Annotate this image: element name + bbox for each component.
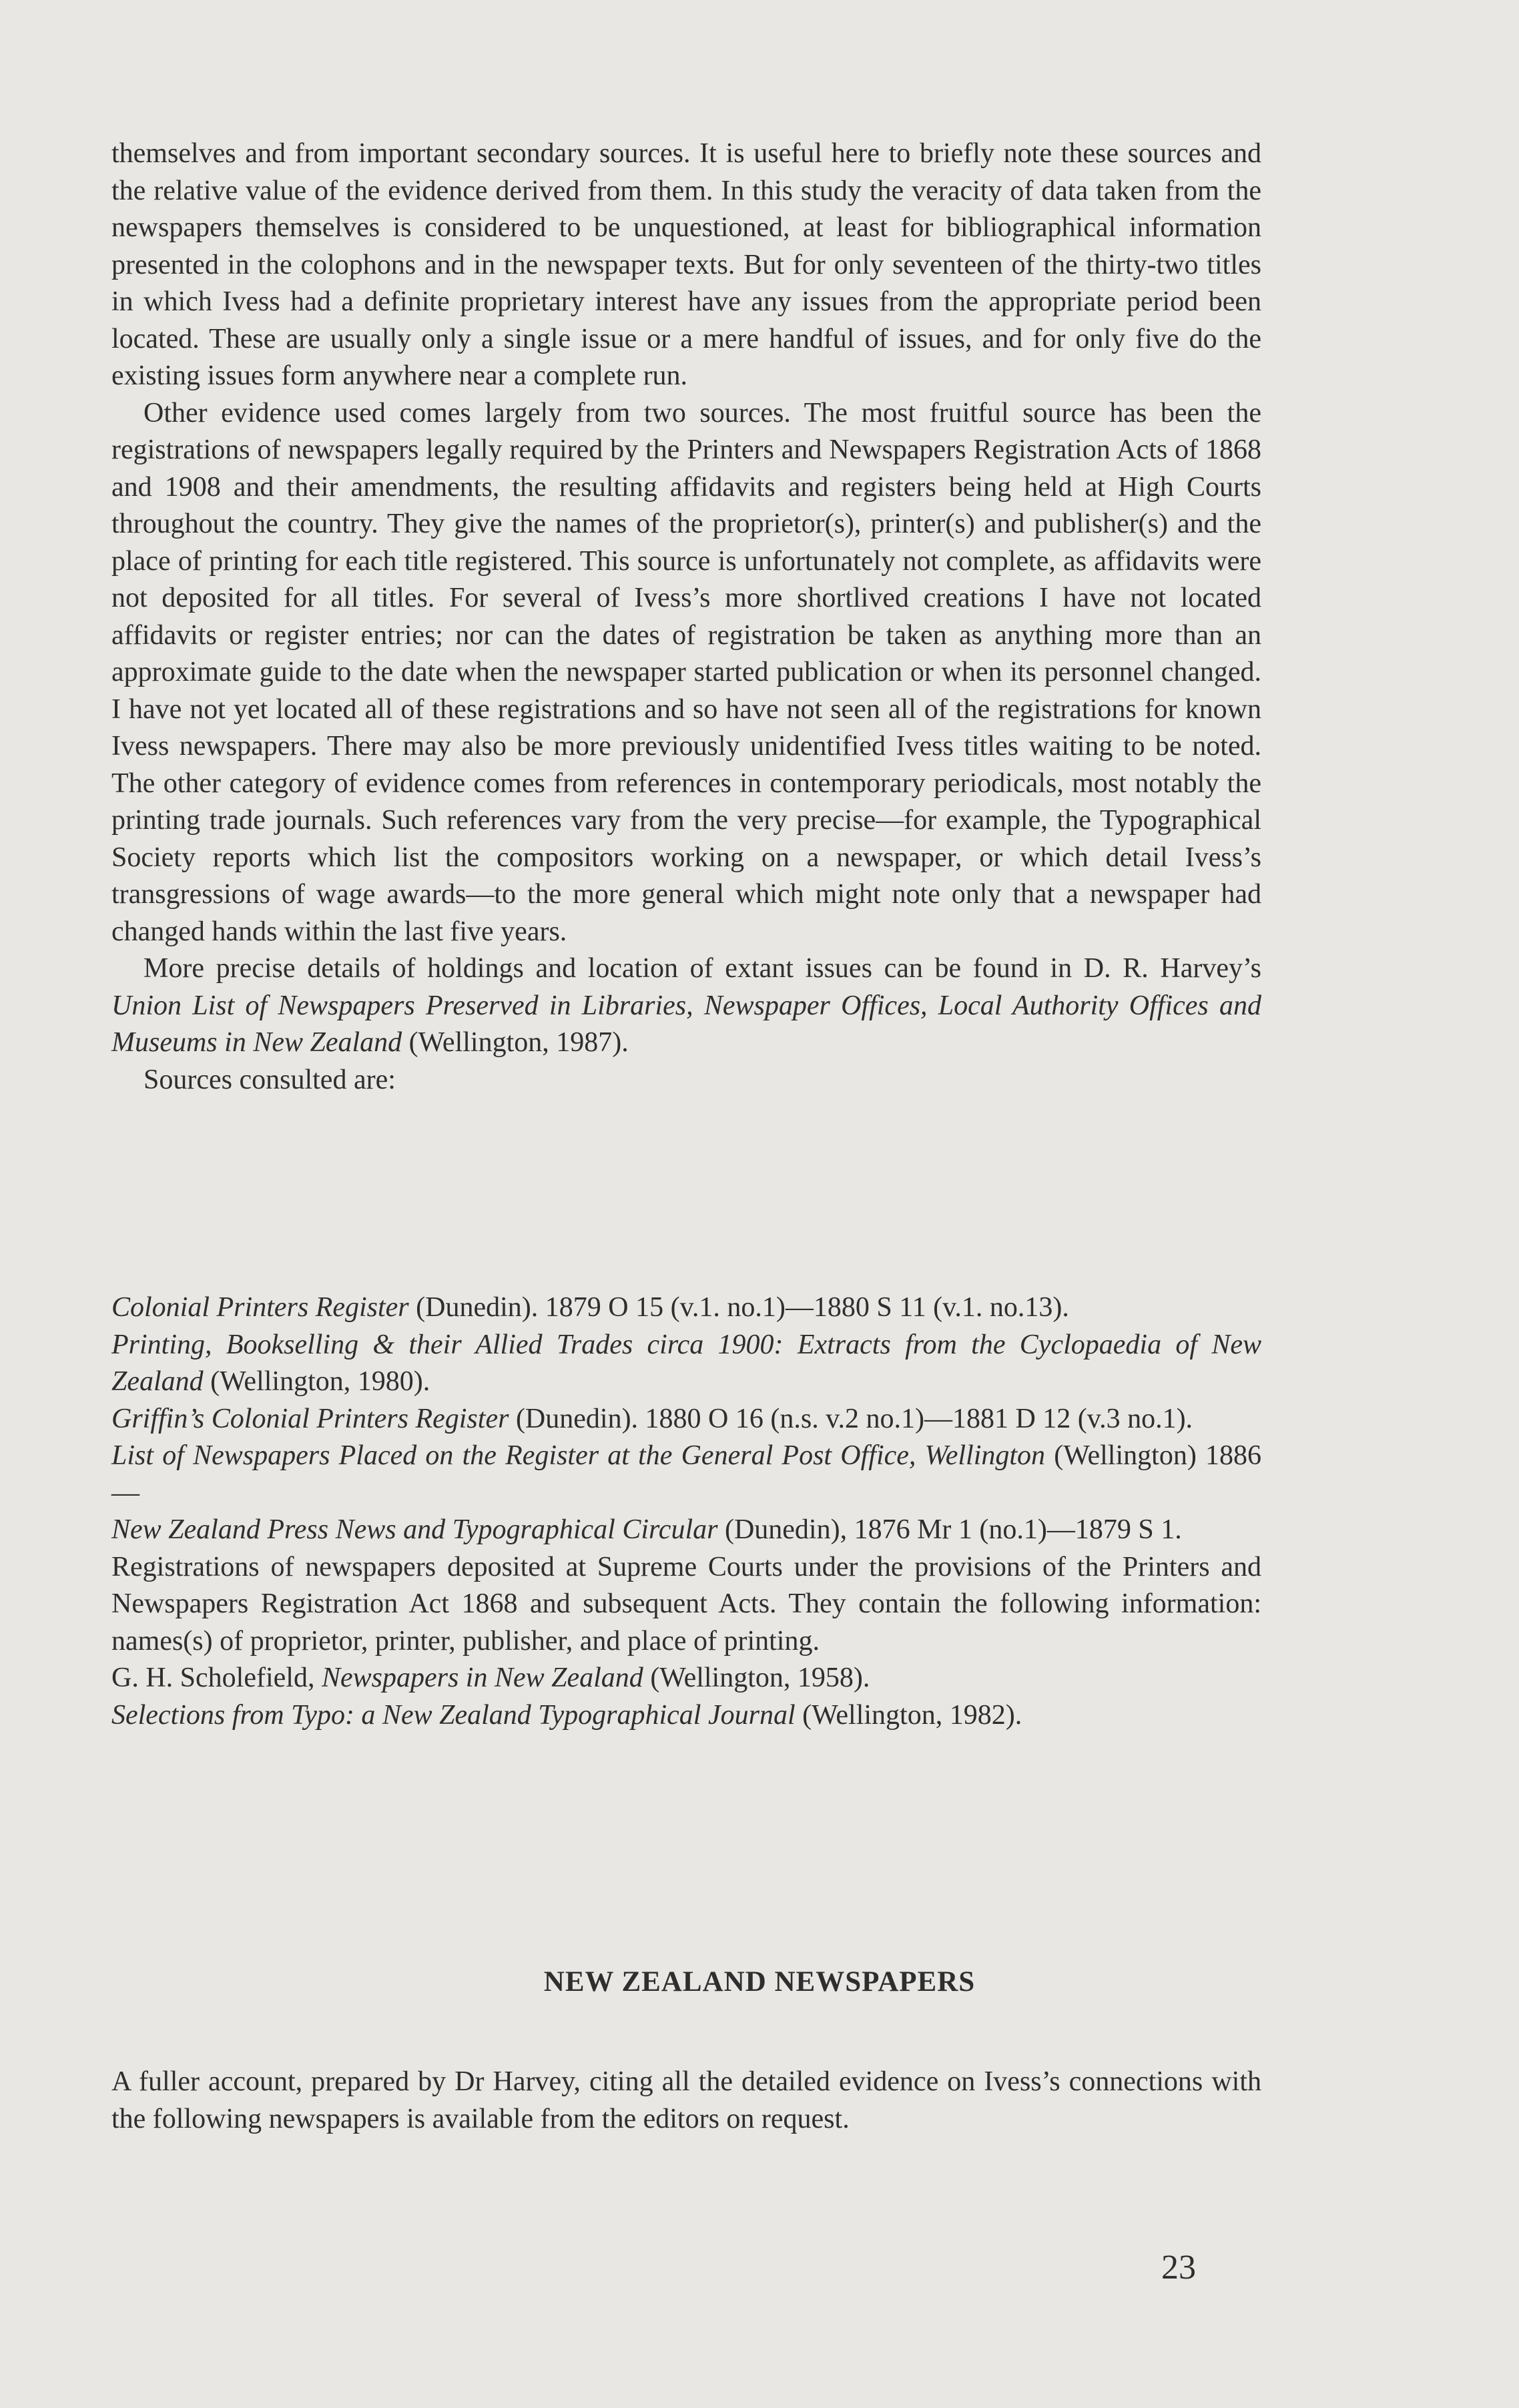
sources-list	[111, 1289, 1261, 1734]
source-title: New Zealand Press News and Typographical Circular	[111, 1514, 718, 1545]
union-list-title: Union List of Newspapers Preserved in Libraries, Newspaper Offices, Local Authority Offices and Museums in New Zealand	[111, 990, 1261, 1058]
source-item	[111, 1289, 1261, 1327]
source-title: Selections from Typo: a New Zealand Typographical Journal	[111, 1699, 796, 1731]
section-heading: NEW ZEALAND NEWSPAPERS	[543, 1966, 976, 1998]
paragraph-1: themselves and from important secondary sources. It is useful here to briefly note these sources and the relative value of the evidence derived from them. In this study the veracity of data taken from the newspapers themselves is considered to be unquestioned, at least for bibliographical information presented in the colophons and in the newspaper texts. But for only seventeen of the thirty-two titles in which Ivess had a definite proprietary interest have any issues from the appropriate period been located. These are usually only a single issue or a mere handful of issues, and for only five do the existing issues form anywhere near a complete run.	[111, 138, 1261, 391]
source-title: Printing, Bookselling & their Allied Trades circa 1900: Extracts from the Cyclopaedia of New Zealand	[111, 1329, 1261, 1397]
source-details: (Wellington, 1980).	[203, 1366, 430, 1397]
final-section	[111, 2064, 1261, 2138]
source-title: Griffin’s Colonial Printers Register	[111, 1403, 509, 1434]
source-item	[111, 1660, 1261, 1697]
paragraph-2: Other evidence used comes largely from two sources. The most fruitful source has been the registrations of newspapers legally required by the Printers and Newspapers Registration Acts of 1868 and 1908 and their amendments, the resulting affidavits and registers being held at High Courts throughout the country. They give the names of the proprietor(s), printer(s) and publisher(s) and the place of printing for each title registered. This source is unfortunately not complete, as affidavits were not deposited for all titles. For several of Ivess’s more shortlived creations I have not located affidavits or register entries; nor can the dates of registration be taken as anything more than an approximate guide to the date when the newspaper started publication or when its personnel changed. I have not yet located all of these registrations and so have not seen all of the registrations for known Ivess newspapers. There may also be more previously unidentified Ivess titles waiting to be noted. The other category of evidence comes from references in contemporary periodicals, most notably the printing trade journals. Such references vary from the very precise—for example, the Typographical Society reports which list the compositors working on a newspaper, or which detail Ivess’s transgressions of wage awards—to the more general which might note only that a newspaper had changed hands within the last five years.	[111, 397, 1261, 947]
source-details: (Dunedin). 1879 O 15 (v.1. no.1)—1880 S 11 (v.1. no.13).	[408, 1292, 1069, 1323]
source-title: List of Newspapers Placed on the Register at the General Post Office, Wellington	[111, 1440, 1046, 1471]
source-item	[111, 1697, 1261, 1735]
source-title: Newspapers in New Zealand	[321, 1663, 643, 1693]
source-author: G. H. Scholefield,	[111, 1663, 322, 1693]
source-details: (Wellington, 1982).	[795, 1699, 1022, 1731]
final-paragraph: A fuller account, prepared by Dr Harvey, citing all the detailed evidence on Ivess’s connections with the following newspapers is available from the editors on request.	[111, 2066, 1261, 2134]
paragraph-3	[111, 950, 1261, 1062]
source-title: Colonial Printers Register	[111, 1292, 409, 1323]
source-item	[111, 1438, 1261, 1512]
body-text	[111, 135, 1261, 1099]
paragraph-4: Sources consulted are:	[143, 1064, 396, 1095]
source-details: (Wellington, 1958).	[643, 1663, 870, 1693]
source-item	[111, 1401, 1261, 1438]
page-number: 23	[1161, 2248, 1196, 2287]
source-item	[111, 1327, 1261, 1401]
source-details: (Wellington) 1886—	[111, 1440, 1261, 1508]
source-item	[111, 1512, 1261, 1549]
source-details: (Dunedin). 1880 O 16 (n.s. v.2 no.1)—1881 D 12 (v.3 no.1).	[509, 1403, 1193, 1434]
source-details: (Dunedin), 1876 Mr 1 (no.1)—1879 S 1.	[717, 1514, 1182, 1545]
source-item: Registrations of newspapers deposited at Supreme Courts under the provisions of the Printers and Newspapers Registration Act 1868 and subsequent Acts. They contain the following information: names(s) of proprietor, printer, publisher, and place of printing.	[111, 1551, 1261, 1657]
paragraph-3-start: More precise details of holdings and location of extant issues can be found in D. R. Harvey’s	[143, 953, 1261, 984]
paragraph-3-end: (Wellington, 1987).	[402, 1027, 629, 1058]
